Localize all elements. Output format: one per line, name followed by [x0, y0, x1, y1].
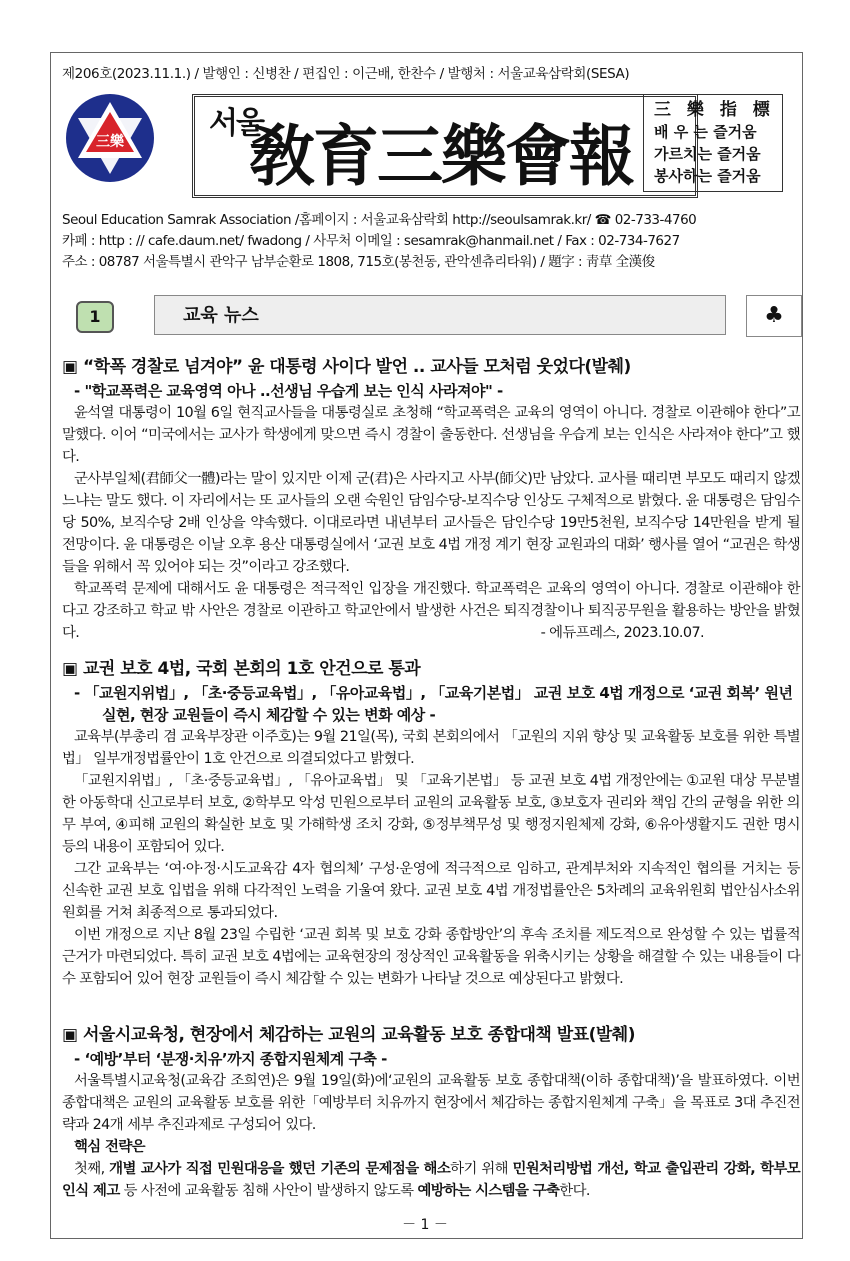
- section-number: 1: [76, 301, 114, 333]
- article-subtitle: - 「교원지위법」, 「초·중등교육법」, 「유아교육법」, 「교육기본법」 교권 보호 4법 개정으로 ‘교권 회복’ 원년: [74, 684, 793, 702]
- article-subtitle: - ‘예방’부터 ‘분쟁·치유’까지 종합지원체계 구축 -: [74, 1050, 387, 1068]
- motto-title: 三 樂 指 標: [654, 100, 775, 120]
- text-run: 등 사전에 교육활동 침해 사안이 발생하지 않도록: [119, 1183, 418, 1199]
- article-subtitle: 실현, 현장 교원들이 즉시 체감할 수 있는 변화 예상 -: [102, 706, 436, 724]
- title-small: 서울: [209, 106, 263, 141]
- contact-info: [62, 210, 792, 273]
- article-headline: ▣ “학폭 경찰로 넘겨야” 윤 대통령 사이다 발언 .. 교사들 모처럼 웃었다(발췌): [62, 357, 631, 377]
- article-source: - 에듀프레스, 2023.10.07.: [540, 625, 704, 641]
- article-paragraph: 서울특별시교육청(교육감 조희연)은 9월 19일(화)에‘교원의 교육활동 보호 종합대책(이하 종합대책)’을 발표하였다. 이번 종합대책은 교원의 교육활동 보호를 위한「예방부터 치유까지 현장에서 체감하는 종합지원체계 구축」을 목표로 3대 추진전략과 24개 세부 추진과제로 구성되어 있다.: [62, 1073, 800, 1133]
- article-paragraph: 「교원지위법」, 「초·중등교육법」, 「유아교육법」 및 「교육기본법」 등 교권 보호 4법 개정안에는 ①교원 대상 무분별한 아동학대 신고로부터 보호, ②학부모 악성 민원으로부터 교원의 교육활동 보호, ③보호자 권리와 책임 간의 균형을 위한 의무 부여, ④피해 교원의 확실한 보호 및 가해학생 조치 강화, ⑤정부책무성 및 행정지원체제 강화, ⑥유아생활지도 권한 명시 등의 내용이 포함되어 있다.: [62, 773, 800, 855]
- contact-line: 주소 : 08787 서울특별시 관악구 남부순환로 1808, 715호(봉천동, 관악센츄리타워) / 題字 : 靑草 全漢俊: [62, 254, 655, 270]
- logo-star-icon: [66, 94, 154, 182]
- issue-line: 제206호(2023.11.1.) / 발행인 : 신병찬 / 편집인 : 이근배, 한찬수 / 발행처 : 서울교육삼락회(SESA): [62, 66, 630, 82]
- article-headline: ▣ 서울시교육청, 현장에서 체감하는 교원의 교육활동 보호 종합대책 발표(발췌): [62, 1025, 635, 1045]
- motto-box: [643, 94, 783, 192]
- article-paragraph: 교육부(부총리 겸 교육부장관 이주호)는 9월 21일(목), 국회 본회의에서 「교원의 지위 향상 및 교육활동 보호를 위한 특별법」 일부개정법률안이 1호 안건으로 의결되었다고 밝혔다.: [62, 729, 800, 767]
- text-run: 하기 위해: [450, 1161, 513, 1177]
- strategy-label: 핵심 전략은: [74, 1139, 145, 1155]
- title-main: 敎育三樂會報: [249, 117, 633, 195]
- article-headline: ▣ 교권 보호 4법, 국회 본회의 1호 안건으로 통과: [62, 659, 421, 679]
- article-paragraph: [62, 1158, 800, 1202]
- contact-line: 카페 : http : // cafe.daum.net/ fwadong / 사무처 이메일 : sesamrak@hanmail.net / Fax : 02-734-7627: [62, 233, 680, 249]
- newsletter-title: [209, 103, 633, 198]
- text-run-bold: 개별 교사가 직접 민원대응을 했던 기존의 문제점을 해소: [109, 1161, 451, 1177]
- text-run-bold: 예방하는 시스템을 구축: [417, 1183, 560, 1199]
- title-box: [192, 94, 698, 198]
- page-number: － 1 －: [402, 1217, 448, 1233]
- article-2: [62, 656, 800, 990]
- section-header: [56, 295, 800, 339]
- motto-line: 배 우 는 즐거움: [654, 123, 757, 141]
- section-title: 교육 뉴스: [154, 295, 726, 335]
- article-paragraph: 그간 교육부는 ‘여·야·정·시도교육감 4자 협의체’ 구성·운영에 적극적으로 임하고, 관계부처와 지속적인 협의를 거치는 등 신속한 교권 보호 입법을 위해 다각적인 노력을 기울여 왔다. 교권 보호 4법 개정법률안은 5차례의 교육위원회 법안심사소위원회를 거쳐 최종적으로 통과되었다.: [62, 861, 800, 921]
- text-run-bold: 민원처리방법 개선, 학교 출입관리 강화, 학부모 인식 제고: [62, 1161, 800, 1199]
- article-1: [62, 354, 800, 644]
- samrak-logo: [66, 94, 154, 182]
- article-paragraph: 군사부일체(君師父一體)라는 말이 있지만 이제 군(君)은 사라지고 사부(師父)만 남았다. 교사를 때리면 부모도 때리지 않겠느냐는 말도 했다. 이 자리에서는 또 교사들의 오랜 숙원인 담임수당-보직수당 인상도 구체적으로 밝혔다. 윤 대통령은 담임수당 50%, 보직수당 2배 인상을 약속했다. 이대로라면 내년부터 교사들은 담인수당 19만5천원, 보직수당 14만원을 받게 될 전망이다. 윤 대통령은 이날 오후 용산 대통령실에서 ‘교권 보호 4법 개정 계기 현장 교원과의 대화’ 행사를 열어 “교권은 학생들을 위해서 꼭 있어야 되는 것”이라고 강조했다.: [62, 471, 800, 575]
- text-run: 한다.: [559, 1183, 590, 1199]
- text-run: 첫째,: [74, 1161, 110, 1177]
- article-paragraph: 윤석열 대통령이 10월 6일 현직교사들을 대통령실로 초청해 “학교폭력은 교육의 영역이 아니다. 경찰로 이관해야 한다”고 말했다. 이어 “미국에서는 교사가 학생에게 맞으면 즉시 경찰이 출동한다. 선생님을 우습게 보는 인식은 사라져야 한다”고 했다.: [62, 405, 800, 465]
- article-paragraph: 학교폭력 문제에 대해서도 윤 대통령은 적극적인 입장을 개진했다. 학교폭력은 교육의 영역이 아니다. 경찰로 이관해야 한다고 강조하고 학교 밖 사안은 경찰로 이관하고 학교안에서 발생한 사건은 퇴직경찰이나 퇴직공무원을 활용하는 방안을 밝혔다.: [62, 581, 800, 641]
- article-3: [62, 1022, 800, 1202]
- logo-text: 三樂: [96, 134, 124, 150]
- motto-line: 가르치는 즐거움: [654, 145, 761, 163]
- masthead: [60, 88, 790, 204]
- club-icon: ♣: [746, 295, 802, 337]
- article-paragraph: 이번 개정으로 지난 8월 23일 수립한 ‘교권 회복 및 보호 강화 종합방안’의 후속 조치를 제도적으로 완성할 수 있는 법률적 근거가 마련되었다. 특히 교권 보호 4법에는 교육현장의 정상적인 교육활동을 위축시키는 상황을 해결할 수 있는 내용들이 다수 포함되어 있어 현장 교원들이 즉시 체감할 수 있는 변화가 나타날 것으로 예상된다고 밝혔다.: [62, 927, 800, 987]
- article-subtitle: - "학교폭력은 교육영역 아나 ..선생님 우습게 보는 인식 사라져야" -: [74, 382, 503, 400]
- contact-line: Seoul Education Samrak Association /홈페이지 : 서울교육삼락회 http://seoulsamrak.kr/ ☎ 02-733-4760: [62, 212, 697, 228]
- motto-line: 봉사하는 즐거움: [654, 167, 761, 185]
